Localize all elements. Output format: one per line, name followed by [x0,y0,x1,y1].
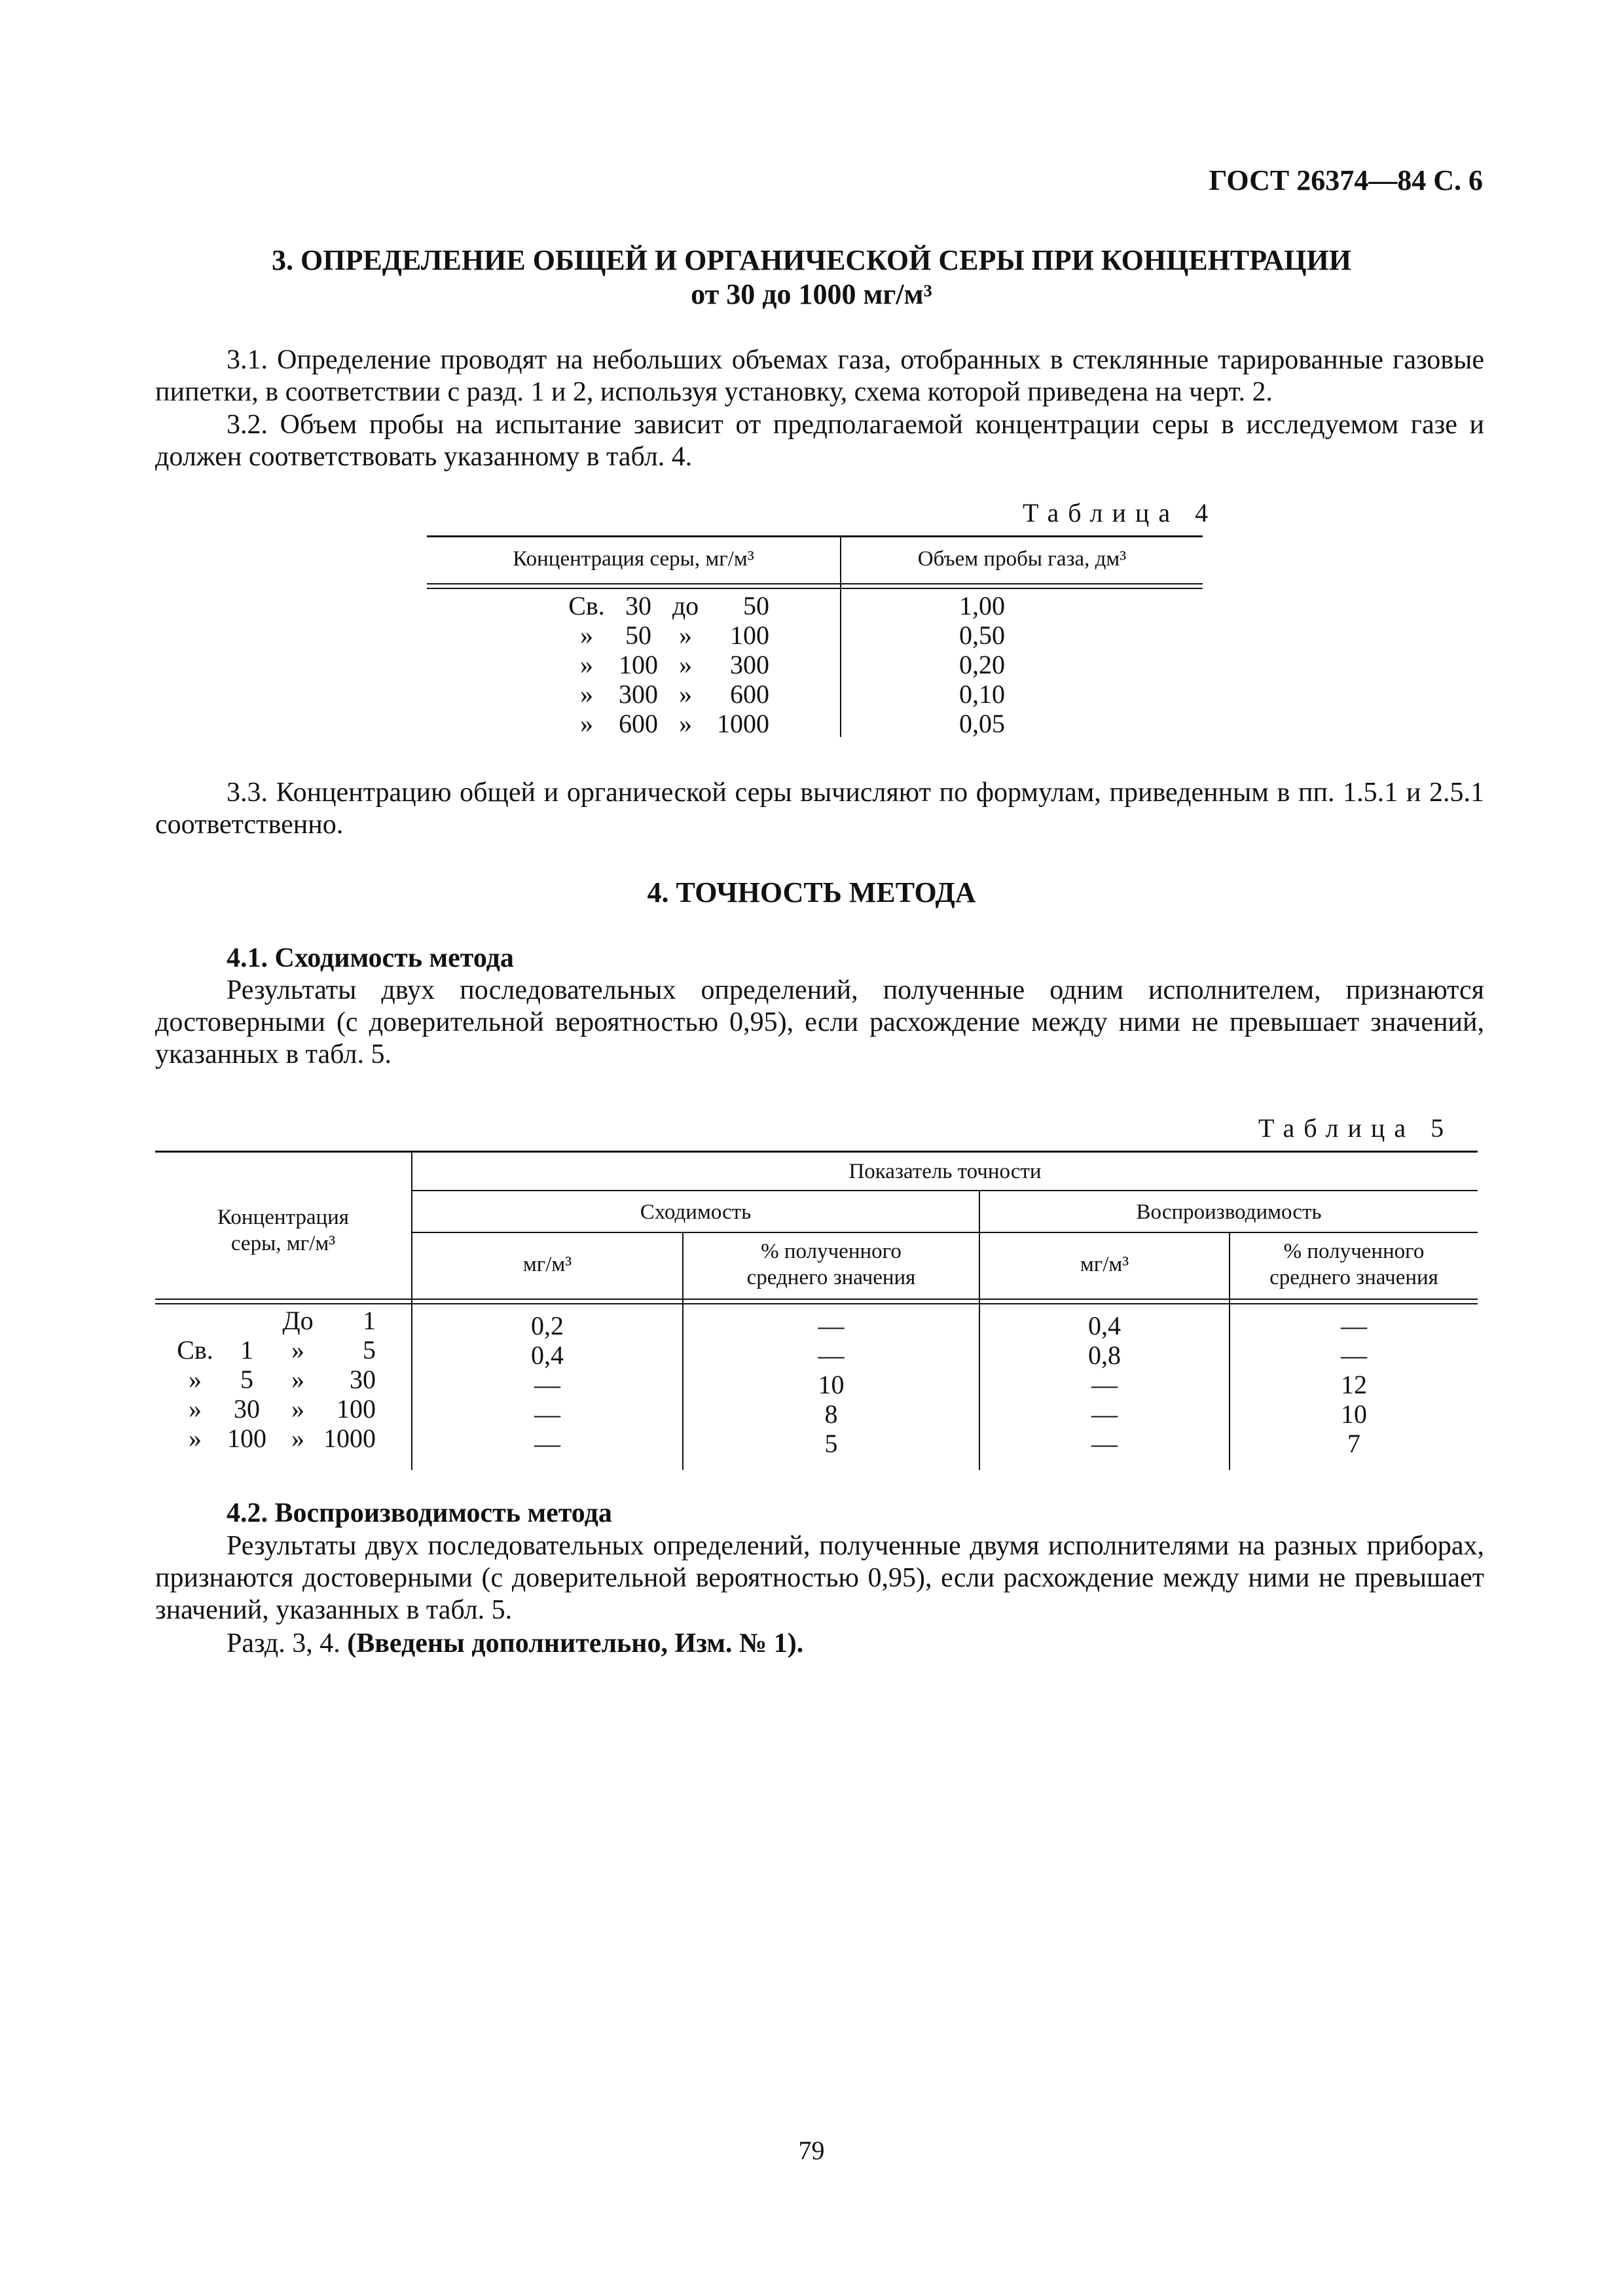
table-5-caption: Таблица 5 [1258,1113,1453,1143]
running-header: ГОСТ 26374—84 С. 6 [1209,164,1483,196]
table-5-stub-header-line1: Концентрация [217,1206,349,1229]
table-4-header-rule-1 [427,583,1203,584]
table-5-group-header: Показатель точности [848,1160,1042,1183]
table-4-col2-header: Объем пробы газа, дм³ [917,547,1127,571]
table-5-stub-header-line2: серы, мг/м³ [230,1232,336,1255]
table-4-col1-header: Концентрация серы, мг/м³ [513,547,754,571]
table-5-header-rule-1 [155,1299,1478,1300]
table-4-header-rule-2 [427,588,1203,589]
table-5-sub-header-convergence: Сходимость [640,1200,752,1224]
subsection-4-2-title: 4.2. Воспроизводимость метода [227,1498,612,1528]
table-5-pct-header-1-line2: среднего значения [746,1266,916,1289]
section-3-title-line1: 3. ОПРЕДЕЛЕНИЕ ОБЩЕЙ И ОРГАНИЧЕСКОЙ СЕРЫ ПРИ КОНЦЕНТРАЦИИ [272,244,1351,276]
table-5-sub-header-reproducibility: Воспроизводимость [1136,1200,1322,1224]
page-number: 79 [798,2136,825,2165]
subsection-4-1-title: 4.1. Сходимость метода [227,943,514,973]
paragraph-4-1: Результаты двух последовательных определений, полученные одним исполнителем, признаются достоверными (с доверительной вероятностью 0,95), если расхождение между ними не превышает значений, указанных в табл. 5. [155,975,1484,1069]
section-4-title: 4. ТОЧНОСТЬ МЕТОДА [647,876,976,908]
table-5-header-rule-2 [155,1303,1478,1304]
table-5-group-rule [412,1190,1478,1191]
section-3-title-line2: от 30 до 1000 мг/м³ [691,278,932,310]
table-4-caption: Таблица 4 [1023,498,1218,528]
table-5-pct-header-1-line1: % полученного [761,1240,902,1263]
paragraph-4-2: Результаты двух последовательных определений, полученные двумя исполнителями на разных приборах, признаются достоверными (с доверительной вероятностью 0,95), если расхождение между ними не превышает значений, указанных в табл. 5. [155,1531,1484,1625]
table-5-subgroup-rule [412,1232,1478,1233]
amendment-note: Разд. 3, 4. (Введены дополнительно, Изм. № 1). [227,1628,804,1659]
table-5-pct-header-2-line2: среднего значения [1269,1266,1438,1289]
paragraph-3-2: 3.2. Объем пробы на испытание зависит от предполагаемой концентрации серы в исследуемом газе и должен соответствовать указанному в табл. 4. [155,410,1484,472]
table-4-top-rule [427,535,1203,537]
paragraph-3-1: 3.1. Определение проводят на небольших объемах газа, отобранных в стеклянные тарированные газовые пипетки, в соответствии с разд. 1 и 2, используя установку, схема которой приведена на черт. 2. [155,345,1484,407]
table-5-top-rule [155,1151,1478,1153]
table-5-unit-header-2: мг/м³ [1080,1253,1129,1276]
paragraph-3-3: 3.3. Концентрацию общей и органической серы вычисляют по формулам, приведенным в пп. 1.5.1 и 2.5.1 соответственно. [155,778,1484,840]
table-5-unit-header-1: мг/м³ [522,1253,572,1276]
table-5-pct-header-2-line1: % полученного [1283,1240,1425,1263]
